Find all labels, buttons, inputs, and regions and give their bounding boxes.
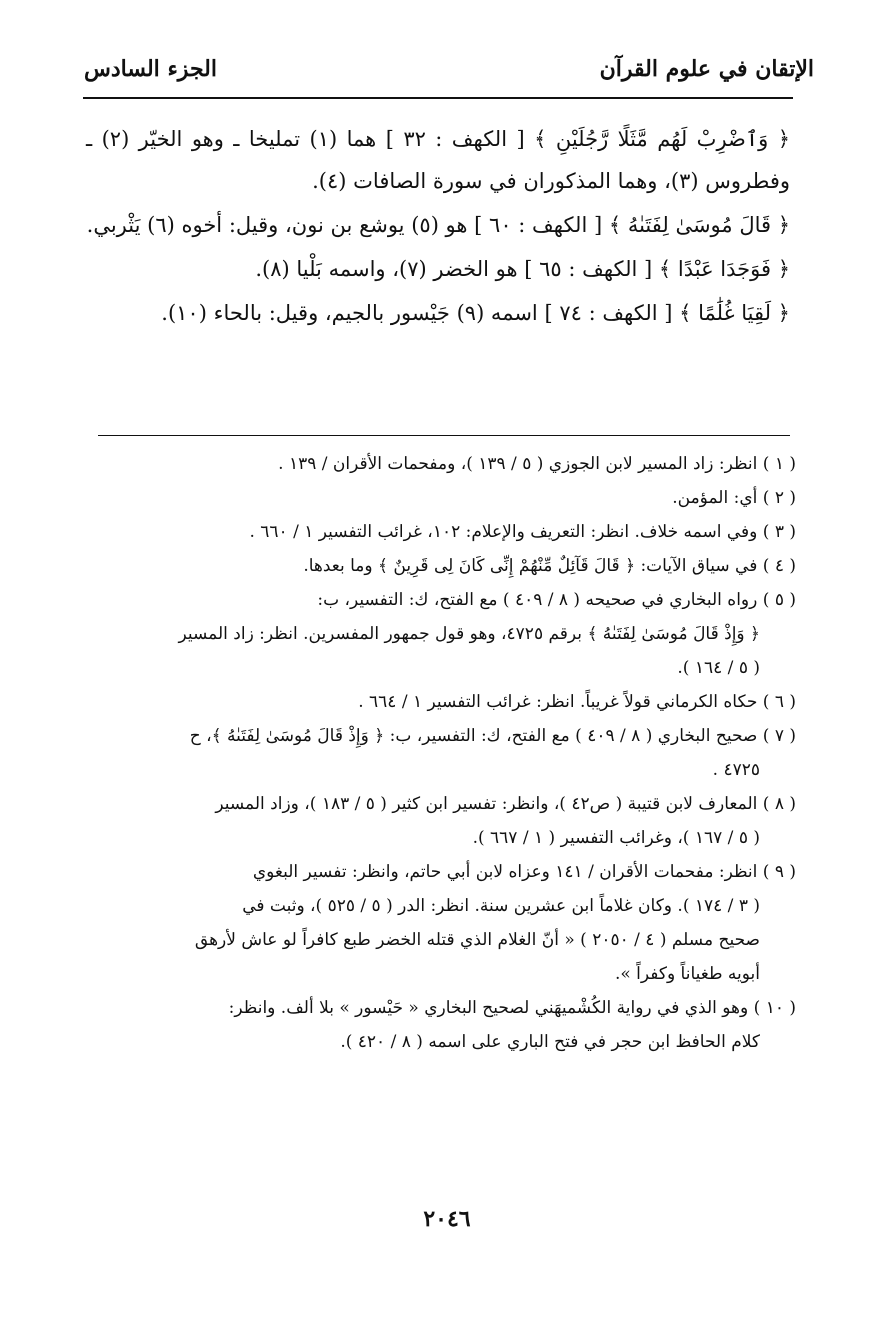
page-number: ٢٠٤٦: [423, 1206, 471, 1232]
footnote-text: رواه البخاري في صحيحه ( ٨ / ٤٠٩ ) مع الفتح، ك: التفسير، ب:: [317, 590, 758, 610]
commentary-text: هو الخضر (٧)، واسمه بَلْيا (٨).: [255, 257, 518, 281]
surah-reference: [ الكهف : ٦٥ ]: [524, 257, 653, 281]
footnote-continuation: [86, 651, 796, 685]
footnote-text: صحيح البخاري ( ٨ / ٤٠٩ ) مع الفتح، ك: التفسير، ب: ﴿ وَإِذْ قَالَ مُوسَىٰ لِفَتَىٰهُ ﴾، ح: [189, 726, 758, 746]
footnote-continuation: [86, 889, 796, 923]
footnote-number: ( ١٠ ): [753, 998, 796, 1018]
footnote-text: ٤٧٢٥ .: [712, 760, 760, 780]
verse-paragraph: [86, 292, 790, 334]
footnote-number: ( ٥ ): [762, 590, 796, 610]
footnote-text: انظر: زاد المسير لابن الجوزي ( ٥ / ١٣٩ )، ومفحمات الأقران / ١٣٩ .: [278, 454, 758, 474]
footnote-separator: [98, 435, 790, 436]
verse-paragraph: [86, 204, 790, 246]
commentary-text: اسمه (٩) جَيْسور بالجيم، وقيل: بالحاء (١٠).: [161, 301, 538, 325]
footnote-continuation: [86, 923, 796, 957]
footnote: [86, 583, 796, 617]
footnote: [86, 855, 796, 889]
verse-paragraph: [86, 248, 790, 290]
footnote-text: المعارف لابن قتيبة ( ص٤٢ )، وانظر: تفسير ابن كثير ( ٥ / ١٨٣ )، وزاد المسير: [215, 794, 758, 814]
footnote-text: صحيح مسلم ( ٤ / ٢٠٥٠ ) « أنّ الغلام الذي قتله الخضر طبع كافراً لو عاش لأرهق: [194, 930, 760, 950]
footnote-number: ( ٩ ): [762, 862, 796, 882]
footnote-text: وهو الذي في رواية الكُشْميهَني لصحيح البخاري « حَيْسور » بلا ألف. وانظر:: [228, 998, 749, 1018]
footnote-text: حكاه الكرماني قولاً غريباً. انظر: غرائب التفسير ١ / ٦٦٤ .: [358, 692, 758, 712]
footnote-text: ﴿ وَإِذْ قَالَ مُوسَىٰ لِفَتَىٰهُ ﴾ برقم ٤٧٢٥، وهو قول جمهور المفسرين. انظر: زاد المسير: [178, 624, 760, 644]
footnote-text: وفي اسمه خلاف. انظر: التعريف والإعلام: ١٠٢، غرائب التفسير ١ / ٦٦٠ .: [249, 522, 758, 542]
footnote-number: ( ١ ): [762, 454, 796, 474]
footnote-text: في سياق الآيات: ﴿ قَالَ قَآئِلٌ مِّنْهُمْ إِنِّى كَانَ لِى قَرِينٌ ﴾ وما بعدها.: [303, 556, 758, 576]
footnote-continuation: [86, 617, 796, 651]
footnote: [86, 481, 796, 515]
footnote-number: ( ٤ ): [762, 556, 796, 576]
footnote-text: كلام الحافظ ابن حجر في فتح الباري على اسمه ( ٨ / ٤٢٠ ).: [340, 1032, 760, 1052]
footnote: [86, 515, 796, 549]
surah-reference: [ الكهف : ٣٢ ]: [385, 127, 525, 151]
footnote-number: ( ٣ ): [762, 522, 796, 542]
surah-reference: [ الكهف : ٦٠ ]: [474, 213, 603, 237]
footnote-text: ( ٥ / ١٦٧ )، وغرائب التفسير ( ١ / ٦٦٧ ).: [472, 828, 760, 848]
footnote-continuation: [86, 1025, 796, 1059]
footnote-number: ( ٦ ): [762, 692, 796, 712]
quran-verse: ﴿ قَالَ مُوسَىٰ لِفَتَىٰهُ ﴾: [608, 213, 790, 237]
surah-reference: [ الكهف : ٧٤ ]: [544, 301, 673, 325]
running-header: [0, 50, 894, 90]
header-rule: [83, 97, 793, 99]
footnote: [86, 991, 796, 1025]
quran-verse: ﴿ لَقِيَا غُلَٰمًا ﴾: [679, 301, 790, 325]
footnote-number: ( ٨ ): [762, 794, 796, 814]
footnote-text: أبويه طغياناً وكفراً ».: [614, 964, 760, 984]
footnote-text: انظر: مفحمات الأقران / ١٤١ وعزاه لابن أبي حاتم، وانظر: تفسير البغوي: [252, 862, 758, 882]
footnote: [86, 719, 796, 753]
footnote-continuation: [86, 753, 796, 787]
footnote: [86, 787, 796, 821]
footnote-number: ( ٢ ): [762, 488, 796, 508]
commentary-text: هما (١) تمليخا ـ وهو الخيّر (٢) ـ وفطروس (٣)، وهما المذكوران في سورة الصافات (٤).: [86, 127, 790, 193]
book-title: الإتقان في علوم القرآن: [599, 56, 814, 82]
quran-verse: ﴿ وَٱضْرِبْ لَهُم مَّثَلًا رَّجُلَيْنِ ﴾: [534, 127, 791, 151]
footnote: [86, 685, 796, 719]
footnote-text: ( ٥ / ١٦٤ ).: [677, 658, 760, 678]
part-label: الجزء السادس: [84, 56, 217, 82]
quran-verse: ﴿ فَوَجَدَا عَبْدًا ﴾: [658, 257, 790, 281]
verse-paragraph: [86, 118, 790, 202]
footnote-continuation: [86, 821, 796, 855]
footnote-number: ( ٧ ): [762, 726, 796, 746]
main-text: [86, 118, 790, 334]
footnote-text: أي: المؤمن.: [672, 488, 758, 508]
footnote: [86, 447, 796, 481]
footnote-text: ( ٣ / ١٧٤ ). وكان غلاماً ابن عشرين سنة. انظر: الدر ( ٥ / ٥٢٥ )، وثبت في: [242, 896, 760, 916]
footnote-continuation: [86, 957, 796, 991]
commentary-text: هو (٥) يوشع بن نون، وقيل: أخوه (٦) يَثْربي.: [86, 213, 468, 237]
footnote: [86, 549, 796, 583]
footnotes: [86, 447, 796, 1059]
